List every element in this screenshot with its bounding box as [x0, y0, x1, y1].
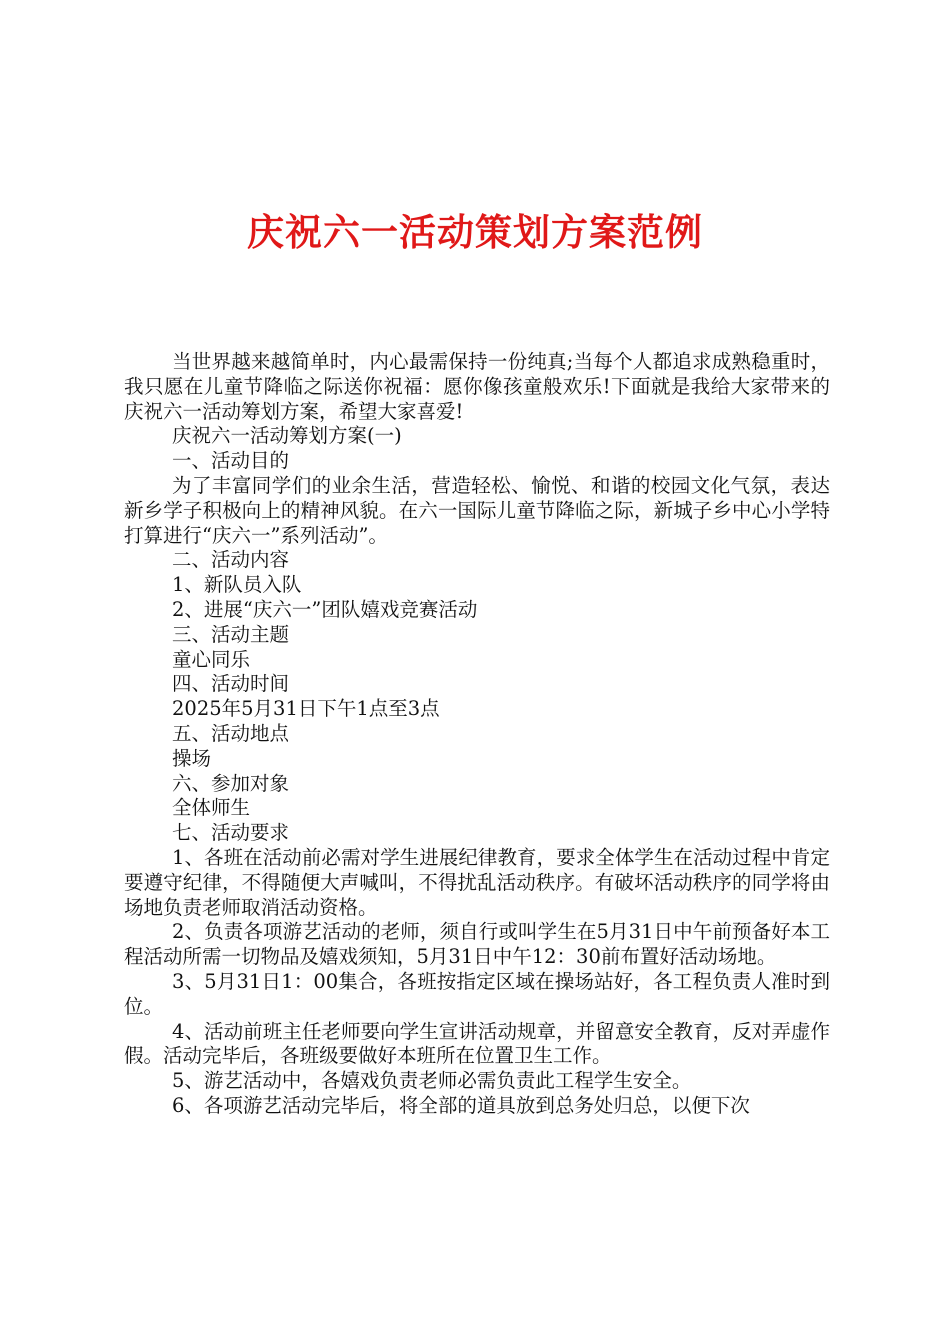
- section-heading-time: 四、活动时间: [172, 672, 290, 696]
- paragraph-purpose: 为了丰富同学们的业余生活，营造轻松、愉悦、和谐的校园文化气氛，表达新乡学子积极向上的精神风貌。在六一国际儿童节降临之际，新城子乡中心小学特打算进行“庆六一”系列活动”。: [124, 473, 830, 547]
- document-title: 庆祝六一活动策划方案范例: [247, 210, 703, 254]
- list-item: 5、游艺活动中，各嬉戏负责老师必需负责此工程学生安全。: [172, 1069, 692, 1093]
- list-item: 1、新队员入队: [172, 573, 302, 597]
- section-heading-requirements: 七、活动要求: [172, 821, 290, 845]
- list-item: 2、负责各项游艺活动的老师，须自行或叫学生在5月31日中午前预备好本工程活动所需一切物品及嬉戏须知，5月31日中午12：30前布置好活动场地。: [124, 920, 830, 969]
- document-body: [124, 350, 830, 1119]
- paragraph-location: 操场: [172, 746, 212, 770]
- section-heading-plan: 庆祝六一活动筹划方案(一): [172, 424, 402, 448]
- list-item: 1、各班在活动前必需对学生进展纪律教育，要求全体学生在活动过程中肯定要遵守纪律，不得随便大声喊叫，不得扰乱活动秩序。有破坏活动秩序的同学将由场地负责老师取消活动资格。: [124, 845, 830, 919]
- paragraph-time: 2025年5月31日下午1点至3点: [172, 697, 440, 721]
- section-heading-theme: 三、活动主题: [172, 622, 290, 646]
- list-item: 6、各项游艺活动完毕后，将全部的道具放到总务处归总，以便下次: [172, 1093, 750, 1117]
- section-heading-participants: 六、参加对象: [172, 771, 290, 795]
- list-item: 3、5月31日1：00集合，各班按指定区域在操场站好，各工程负责人准时到位。: [124, 969, 830, 1018]
- section-heading-location: 五、活动地点: [172, 721, 290, 745]
- section-heading-purpose: 一、活动目的: [172, 449, 290, 473]
- paragraph-theme: 童心同乐: [172, 647, 251, 671]
- list-item: 2、进展“庆六一”团队嬉戏竞赛活动: [172, 597, 478, 621]
- paragraph-participants: 全体师生: [172, 796, 251, 820]
- list-item: 4、活动前班主任老师要向学生宣讲活动规章，并留意安全教育，反对弄虚作假。活动完毕后，各班级要做好本班所在位置卫生工作。: [124, 1019, 830, 1068]
- paragraph-intro: 当世界越来越简单时，内心最需保持一份纯真;当每个人都追求成熟稳重时，我只愿在儿童节降临之际送你祝福：愿你像孩童般欢乐!下面就是我给大家带来的庆祝六一活动筹划方案，希望大家喜爱!: [124, 350, 830, 423]
- section-heading-content: 二、活动内容: [172, 548, 290, 572]
